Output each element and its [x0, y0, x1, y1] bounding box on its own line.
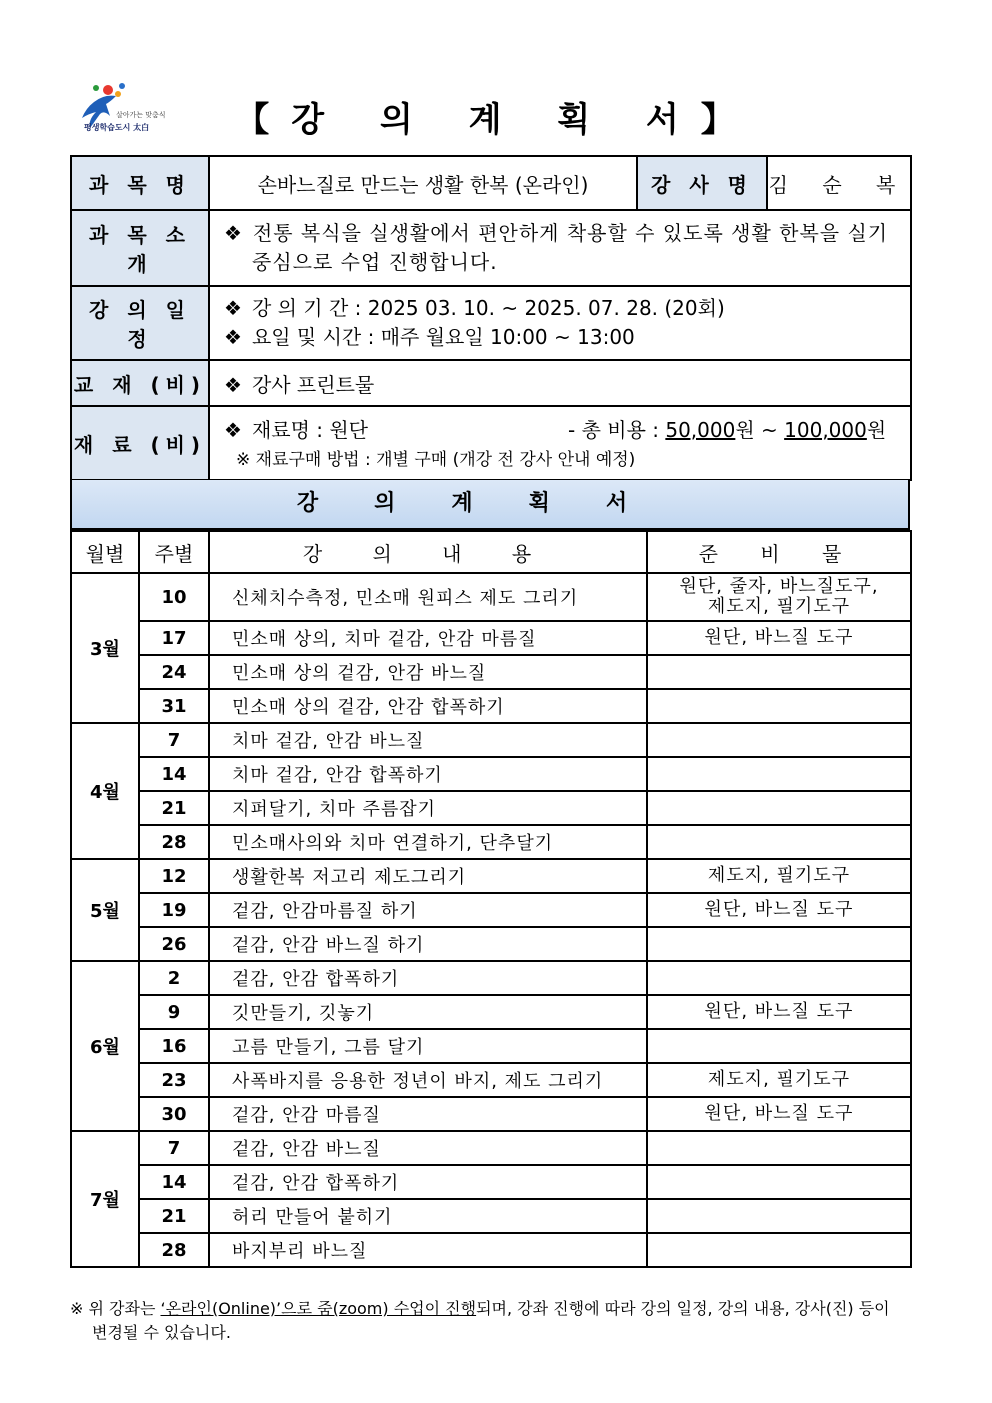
plan-row	[71, 723, 911, 757]
subject-value: 손바느질로 만드는 생활 한복 (온라인)	[209, 156, 637, 210]
prep-cell	[647, 1233, 911, 1267]
content-cell: 겉감, 안감 합폭하기	[209, 961, 647, 995]
week-cell: 10	[139, 573, 209, 621]
material-label: 재 료 (비)	[71, 406, 209, 480]
content-cell: 민소매 상의, 치마 겉감, 안감 마름질	[209, 621, 647, 655]
plan-row	[71, 621, 911, 655]
content-cell: 민소매사의와 치마 연결하기, 단추달기	[209, 825, 647, 859]
month-cell: 5월	[71, 859, 139, 961]
week-cell: 14	[139, 1165, 209, 1199]
week-cell: 7	[139, 1131, 209, 1165]
course-info-table	[70, 155, 912, 481]
plan-body	[71, 573, 911, 1267]
material-cost	[568, 416, 886, 445]
schedule-label: 강 의 일 정	[71, 286, 209, 360]
footer-rest: 되며, 강좌 진행에 따라 강의 일정, 강의 내용, 강사(진) 등이	[476, 1299, 890, 1318]
month-cell: 7월	[71, 1131, 139, 1267]
week-cell: 26	[139, 927, 209, 961]
content-cell: 생활한복 저고리 제도그리기	[209, 859, 647, 893]
week-cell: 2	[139, 961, 209, 995]
prep-cell	[647, 655, 911, 689]
content-cell: 깃만들기, 깃놓기	[209, 995, 647, 1029]
plan-row	[71, 573, 911, 621]
plan-row	[71, 689, 911, 723]
plan-row	[71, 893, 911, 927]
prep-cell	[647, 927, 911, 961]
bullet-icon: ❖	[224, 296, 242, 320]
week-cell: 17	[139, 621, 209, 655]
content-cell: 겉감, 안감 바느질 하기	[209, 927, 647, 961]
content-cell: 허리 만들어 붙히기	[209, 1199, 647, 1233]
material-note: ※ 재료구매 방법 : 개별 구매 (개강 전 강사 안내 예정)	[236, 450, 636, 470]
intro-text: 전통 복식을 실생활에서 편안하게 착용할 수 있도록 생활 한복을 실기 중심으로 수업 진행합니다.	[252, 221, 889, 274]
intro-label: 과 목 소 개	[71, 210, 209, 286]
prep-cell: 원단, 줄자, 바느질도구, 제도지, 필기도구	[647, 573, 911, 621]
week-cell: 14	[139, 757, 209, 791]
header-month: 월별	[71, 531, 139, 573]
week-cell: 28	[139, 1233, 209, 1267]
prep-cell: 원단, 바느질 도구	[647, 1097, 911, 1131]
logo-city-name: 평생학습도시 太白	[84, 123, 150, 132]
plan-row	[71, 1233, 911, 1267]
textbook-text: 강사 프린트물	[251, 372, 375, 397]
bullet-icon: ❖	[224, 372, 242, 397]
material-cost-mid: 원 ~	[735, 418, 785, 442]
footer-prefix: ※ 위 강좌는	[70, 1299, 161, 1318]
content-cell: 겉감, 안감마름질 하기	[209, 893, 647, 927]
prep-cell	[647, 1131, 911, 1165]
textbook-label: 교 재 (비)	[71, 360, 209, 406]
plan-row	[71, 995, 911, 1029]
prep-cell	[647, 757, 911, 791]
plan-row	[71, 859, 911, 893]
prep-cell: 제도지, 필기도구	[647, 859, 911, 893]
weekly-plan-table	[70, 530, 912, 1268]
plan-row	[71, 1063, 911, 1097]
month-cell: 6월	[71, 961, 139, 1131]
prep-cell	[647, 825, 911, 859]
plan-section-title: 강의계획서	[70, 480, 910, 530]
instructor-value: 김 순 복	[767, 156, 911, 210]
content-cell: 고름 만들기, 그름 달기	[209, 1029, 647, 1063]
week-cell: 21	[139, 791, 209, 825]
material-name: 재료명 : 원단	[251, 418, 368, 442]
prep-cell	[647, 1165, 911, 1199]
material-cost-min: 50,000	[665, 418, 736, 442]
week-cell: 28	[139, 825, 209, 859]
plan-row	[71, 961, 911, 995]
plan-row	[71, 1199, 911, 1233]
prep-cell	[647, 961, 911, 995]
plan-row	[71, 791, 911, 825]
plan-row	[71, 927, 911, 961]
plan-row	[71, 655, 911, 689]
material-cost-max: 100,000	[784, 418, 867, 442]
week-cell: 19	[139, 893, 209, 927]
week-cell: 7	[139, 723, 209, 757]
instructor-label: 강 사 명	[637, 156, 767, 210]
week-cell: 9	[139, 995, 209, 1029]
material-value	[209, 406, 911, 480]
schedule-value	[209, 286, 911, 360]
content-cell: 치마 겉감, 안감 합폭하기	[209, 757, 647, 791]
week-cell: 21	[139, 1199, 209, 1233]
content-cell: 겉감, 안감 바느질	[209, 1131, 647, 1165]
plan-row	[71, 1165, 911, 1199]
content-cell: 지퍼달기, 치마 주름잡기	[209, 791, 647, 825]
material-cost-prefix: - 총 비용 :	[568, 418, 666, 442]
footer-line2: 변경될 수 있습니다.	[92, 1323, 231, 1342]
month-cell: 3월	[71, 573, 139, 723]
material-cost-suffix: 원	[866, 418, 887, 442]
footer-note	[70, 1297, 915, 1345]
header-content: 강 의 내 용	[209, 531, 647, 573]
plan-row	[71, 825, 911, 859]
content-cell: 치마 겉감, 안감 바느질	[209, 723, 647, 757]
content-cell: 민소매 상의 겉감, 안감 합폭하기	[209, 689, 647, 723]
week-cell: 23	[139, 1063, 209, 1097]
schedule-period: 강 의 기 간 : 2025 03. 10. ~ 2025. 07. 28. (20회)	[251, 296, 725, 320]
content-cell: 겉감, 안감 마름질	[209, 1097, 647, 1131]
schedule-time: 요일 및 시간 : 매주 월요일 10:00 ~ 13:00	[251, 325, 635, 349]
plan-row	[71, 1029, 911, 1063]
document-title: 【강 의 계 획 서】	[235, 100, 757, 140]
plan-row	[71, 1097, 911, 1131]
bullet-icon: ❖	[224, 221, 243, 245]
intro-value	[209, 210, 911, 286]
footer-online-notice: ‘온라인(Online)’으로 줌(zoom) 수업이 진행	[160, 1299, 477, 1318]
prep-cell	[647, 723, 911, 757]
content-cell: 겉감, 안감 합폭하기	[209, 1165, 647, 1199]
prep-cell: 원단, 바느질 도구	[647, 995, 911, 1029]
logo-tagline: 살아가는 맞춤식	[116, 111, 166, 119]
week-cell: 16	[139, 1029, 209, 1063]
bullet-icon: ❖	[224, 418, 242, 442]
content-cell: 민소매 상의 겉감, 안감 바느질	[209, 655, 647, 689]
textbook-value	[209, 360, 911, 406]
prep-cell	[647, 1029, 911, 1063]
week-cell: 30	[139, 1097, 209, 1131]
prep-cell	[647, 689, 911, 723]
bullet-icon: ❖	[224, 325, 242, 349]
content-cell: 신체치수측정, 민소매 원피스 제도 그리기	[209, 573, 647, 621]
plan-row	[71, 1131, 911, 1165]
month-cell: 4월	[71, 723, 139, 859]
content-cell: 사폭바지를 응용한 정년이 바지, 제도 그리기	[209, 1063, 647, 1097]
plan-row	[71, 757, 911, 791]
week-cell: 12	[139, 859, 209, 893]
prep-cell: 제도지, 필기도구	[647, 1063, 911, 1097]
prep-cell: 원단, 바느질 도구	[647, 621, 911, 655]
header-week: 주별	[139, 531, 209, 573]
week-cell: 24	[139, 655, 209, 689]
header-prep: 준 비 물	[647, 531, 911, 573]
subject-label: 과 목 명	[71, 156, 209, 210]
prep-cell	[647, 1199, 911, 1233]
content-cell: 바지부리 바느질	[209, 1233, 647, 1267]
week-cell: 31	[139, 689, 209, 723]
prep-cell	[647, 791, 911, 825]
prep-cell: 원단, 바느질 도구	[647, 893, 911, 927]
